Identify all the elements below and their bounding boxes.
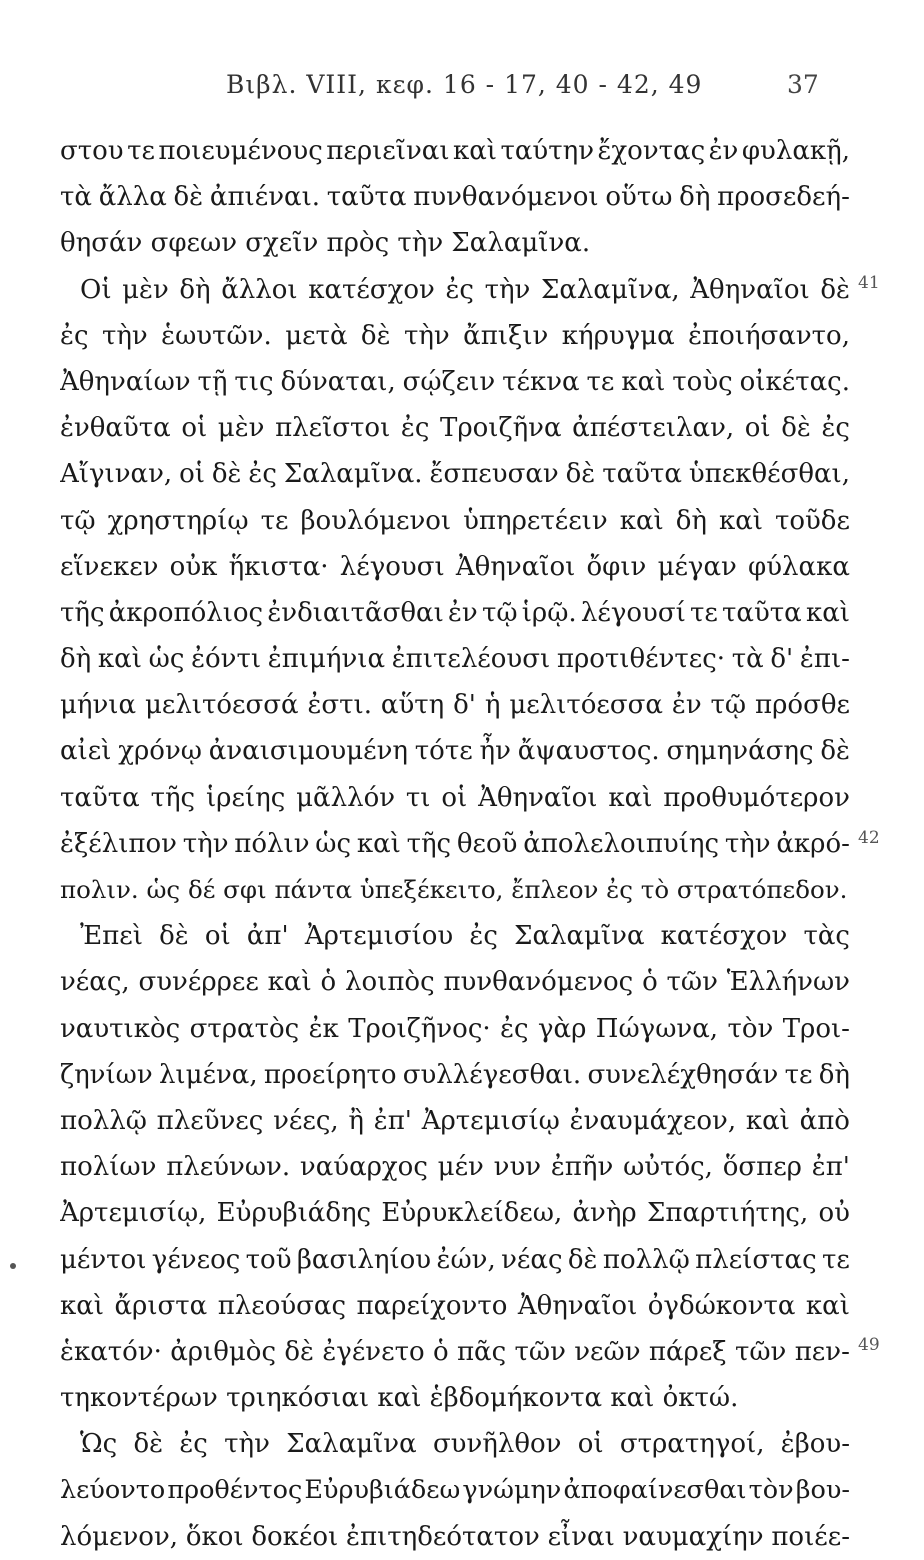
text-line: πολλῷ πλεῦνες νέες, ἢ ἐπ' Ἀρτεμισίῳ ἐναυμάχεον, καὶ ἀπὸ: [60, 1105, 850, 1136]
text-line: μήνια μελιτόεσσά ἐστι. αὕτη δ' ἡ μελιτόεσσα ἐν τῷ πρόσθε: [60, 690, 850, 721]
page-number: 37: [787, 70, 819, 99]
text-line: Αἴγιναν, οἱ δὲ ἐς Σαλαμῖνα. ἔσπευσαν δὲ ταῦτα ὑπεκθέσθαι,: [60, 459, 850, 490]
text-line: ἐς τὴν ἑωυτῶν. μετὰ δὲ τὴν ἄπιξιν κήρυγμα ἐποιήσαντο,: [60, 320, 850, 351]
margin-dot-mark: [10, 1263, 16, 1269]
text-line: ἐνθαῦτα οἱ μὲν πλεῖστοι ἐς Τροιζῆνα ἀπέστειλαν, οἱ δὲ ἐς: [60, 413, 850, 444]
running-header: [0, 66, 924, 106]
text-line: λεύοντο προθέντος Εὐρυβιάδεω γνώμην ἀποφαίνεσθαι τὸν βου-: [60, 1475, 850, 1506]
text-line: δὴ καὶ ὡς ἐόντι ἐπιμήνια ἐπιτελέουσι προτιθέντες· τὰ δ' ἐπι-: [60, 644, 850, 675]
text-line: ταῦτα τῆς ἱρείης μᾶλλόν τι οἱ Ἀθηναῖοι καὶ προθυμότερον: [60, 782, 850, 813]
text-line: Ἀρτεμισίῳ, Εὐρυβιάδης Εὐρυκλείδεω, ἀνὴρ Σπαρτιήτης, οὐ: [60, 1198, 850, 1229]
text-line: Ἀθηναίων τῇ τις δύναται, σῴζειν τέκνα τε καὶ τοὺς οἰκέτας.: [60, 366, 850, 397]
text-line: ζηνίων λιμένα, προείρητο συλλέγεσθαι. συνελέχθησάν τε δὴ: [60, 1059, 850, 1090]
text-line: στου τε ποιευμένους περιεῖναι καὶ ταύτην ἔχοντας ἐν φυλακῇ,: [60, 136, 850, 166]
chapter-number-41: 41: [858, 273, 880, 293]
text-line: ἑκατόν· ἀριθμὸς δὲ ἐγένετο ὁ πᾶς τῶν νεῶν πάρεξ τῶν πεν-: [60, 1336, 850, 1367]
text-line: καὶ ἄριστα πλεούσας παρείχοντο Ἀθηναῖοι ὀγδώκοντα καὶ: [60, 1290, 850, 1321]
text-line: μέντοι γένεος τοῦ βασιληίου ἐών, νέας δὲ πολλῷ πλείστας τε: [60, 1244, 850, 1275]
text-line: εἵνεκεν οὐκ ἥκιστα· λέγουσι Ἀθηναῖοι ὄφιν μέγαν φύλακα: [60, 551, 850, 582]
text-line: νέας, συνέρρεε καὶ ὁ λοιπὸς πυνθανόμενος ὁ τῶν Ἑλλήνων: [60, 967, 850, 998]
text-line-paragraph-start: Ἐπεὶ δὲ οἱ ἀπ' Ἀρτεμισίου ἐς Σαλαμῖνα κατέσχον τὰς: [80, 921, 850, 952]
text-line-paragraph-start: Οἱ μὲν δὴ ἄλλοι κατέσχον ἐς τὴν Σαλαμῖνα, Ἀθηναῖοι δὲ: [80, 274, 850, 305]
text-line: αἰεὶ χρόνῳ ἀναισιμουμένη τότε ἦν ἄψαυστος. σημηνάσης δὲ: [60, 736, 850, 767]
greek-text-body: [60, 128, 850, 1560]
chapter-number-49: 49: [858, 1335, 880, 1355]
text-line: τῷ χρηστηρίῳ τε βουλόμενοι ὑπηρετέειν καὶ δὴ καὶ τοῦδε: [60, 505, 850, 536]
text-line: τηκοντέρων τριηκόσιαι καὶ ἑβδομήκοντα καὶ ὀκτώ.: [60, 1383, 739, 1414]
running-title: Βιβλ. VIII, κεφ. 16 - 17, 40 - 42, 49: [226, 70, 703, 99]
text-line: πολίων πλεύνων. ναύαρχος μέν νυν ἐπῆν ωὐτός, ὅσπερ ἐπ': [60, 1152, 850, 1183]
text-line: ἐξέλιπον τὴν πόλιν ὡς καὶ τῆς θεοῦ ἀπολελοιπυίης τὴν ἀκρό-: [60, 828, 850, 859]
text-line: ναυτικὸς στρατὸς ἐκ Τροιζῆνος· ἐς γὰρ Πώγωνα, τὸν Τροι-: [60, 1013, 850, 1044]
text-line: τῆς ἀκροπόλιος ἐνδιαιτᾶσθαι ἐν τῷ ἱρῷ. λέγουσί τε ταῦτα καὶ: [60, 597, 850, 628]
text-line: θησάν σφεων σχεῖν πρὸς τὴν Σαλαμῖνα.: [60, 228, 591, 259]
text-line: τὰ ἄλλα δὲ ἀπιέναι. ταῦτα πυνθανόμενοι οὕτω δὴ προσεδεή-: [60, 182, 850, 213]
text-line: πολιν. ὡς δέ σφι πάντα ὑπεξέκειτο, ἔπλεον ἐς τὸ στρατόπεδον.: [60, 875, 848, 904]
text-line: λόμενον, ὅκοι δοκέοι ἐπιτηδεότατον εἶναι ναυμαχίην ποιέε-: [60, 1521, 850, 1552]
text-line-paragraph-start: Ὡς δὲ ἐς τὴν Σαλαμῖνα συνῆλθον οἱ στρατηγοί, ἐβου-: [80, 1429, 850, 1460]
chapter-number-42: 42: [858, 828, 880, 848]
